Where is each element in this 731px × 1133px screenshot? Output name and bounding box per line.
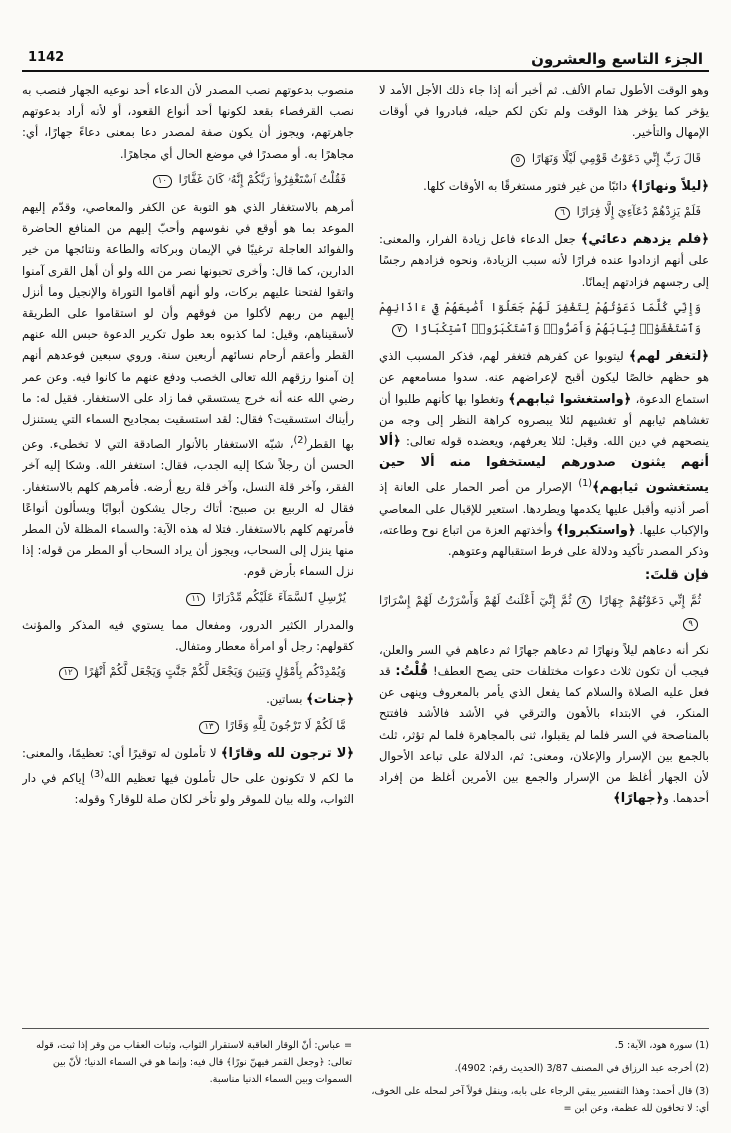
left-column (22, 80, 354, 1015)
paragraph (379, 229, 709, 293)
footnote-continuation: = عباس: أنّ الوقار العاقبة لاستقرار الثواب، وثبات العقاب من وقر إذا ثبت، قوله تعالى: ﴿وجعل القمر فيهنّ نورًا﴾ قال فيه: وإنما هو في السماء الدنيا؛ لأنّ بين السموات وبين السماء الدنيا مناسبة. (36, 1040, 352, 1085)
page-header (22, 44, 709, 72)
commentary-text: نكر أنه دعاهم ليلاً ونهارًا ثم دعاهم جهارًا ثم دعاهم في السر والعلن، فيجب أن تكون ثلاث دعوات مختلفات حتى يصح العطف! (379, 642, 709, 678)
quoted-phrase: ﴿فلم يزدهم دعائي﴾ (580, 232, 709, 248)
verse-number: ٨ (577, 596, 592, 609)
footnote-ref[interactable]: (2) (293, 435, 308, 447)
commentary-text: جعل الدعاء فاعل زيادة الفرار، والمعنى: على أنهم ازدادوا عنده فرارًا لأنه سبب الزيادة، ونحوه فزادهم رجسًا إلى رجسهم فزادتهم إيمانًا. (379, 232, 709, 289)
paragraph (379, 640, 709, 810)
commentary-text: قد فعل عليه الصلاة والسلام كما يفعل الذي يأمر بالمعروف وينهى عن المنكر، في الابتداء بالأهون والترقي في الأشد فالأشد فافتتح بالمناصحة في السر فلما لم يقبلوا، ثنى بالمجاهرة فلما لم تؤثر، ثلث بالجمع بين الإسرار والإعلان، ومعنى: ثم، الدلالة على تباعد الأحوال لأن الجهار أغلظ من الإسرار والجمع بين الأمرين أغلظ من إفراد أحدهما. و (379, 663, 709, 806)
quoted-phrase: ﴿جنات﴾ (306, 692, 354, 708)
answer-marker: قُلْتُ: (395, 663, 429, 679)
quoted-phrase: ﴿ليلاً ونهارًا﴾ (630, 178, 709, 194)
commentary-text: ليتوبوا عن كفرهم فتغفر لهم، فذكر المسبب الذي هو حظهم خالصًا ليكون أقبح لإعراضهم عنه. سدوا مسامعهم عن استماع الدعوة، (379, 349, 709, 406)
verse-number: ١١ (186, 593, 205, 606)
footnote: (3) قال أحمد: وهذا التفسير يبقي الرجاء على بابه، وينقل قولاً آخر لمحله على الخوف، أي: لا تخافون لله عظمة، وعن ابن = (371, 1086, 709, 1114)
verse-text: فَقُلْتُ ٱسْتَغْفِرُوا۟ رَبَّكُمْ إِنَّهُۥ كَانَ غَفَّارًا (178, 171, 346, 186)
paragraph (22, 743, 354, 810)
footnote-ref[interactable]: (1) (578, 478, 593, 490)
footnotes-left (22, 1037, 352, 1094)
paragraph (22, 689, 354, 710)
paragraph (379, 176, 709, 197)
commentary-text: إياكم في دار الثواب، ولله بيان للموقر ولو تأخر لكان صلة للوقار؟ وقوله: (22, 770, 354, 807)
verse-number: ٦ (555, 207, 570, 220)
question-heading: فإن قلتَ: (644, 567, 709, 584)
verse-text: يُرْسِلِ ٱلسَّمَآءَ عَلَيْكُم مِّدْرَارًا (212, 589, 346, 604)
footnote-ref[interactable]: (3) (90, 768, 104, 780)
quran-verse (379, 590, 709, 632)
commentary-text: دائبًا من غير فتور مستغرقًا به الأوقات كلها. (423, 178, 628, 193)
footnotes-right (359, 1037, 709, 1123)
quoted-phrase: ﴿واستغشوا ثيابهم﴾ (508, 391, 632, 407)
verse-text: وَيُمْدِدْكُم بِأَمْوَٰلٍ وَبَنِينَ وَيَجْعَل لَّكُمْ جَنَّٰتٍ وَيَجْعَل لَّكُمْ أَنْهَٰرًا (84, 664, 346, 679)
verse-text: قَالَ رَبِّ إِنِّي دَعَوْتُ قَوْمِي لَيْلًا وَنَهَارًا (531, 150, 701, 165)
commentary-text: الإصرار من أصر الحمار على العانة إذ أصر أذنيه وأقبل عليها يكدمها ويطردها. استعير للإقبال على المعاصي والإكباب عليها. (379, 480, 709, 537)
verse-number: ٧ (392, 324, 407, 337)
quran-verse (22, 715, 354, 736)
verse-number: ١٠ (153, 175, 172, 188)
commentary-text: ، شبّه الاستغفار بالأنوار الصادقة التي لا تخطىء. وعن الحسن أن رجلاً شكا إليه الجدب، فقال: استغفر الله. وشكا إليه آخر الفقر، وآخر قلة النسل، وآخر قلة ريع أرضه. فأمرهم كلهم بالاستغفار. فقال له الربيع بن صبيح: أتاك رجال يشكون أبوابًا ويسألون أنواعًا فأمرتهم كلهم بالاستغفار. فتلا له هذه الآية: والسماء المظلة لأن المطر منها ينزل إلى السحاب، ويجوز أن يراد السحاب أو المطر من قوله: إذا نزل السماء بأرض قوم. (22, 437, 354, 579)
running-title: الجزء التاسع والعشرون (531, 50, 703, 68)
commentary-text: وتغطوا بها كأنهم طلبوا أن تغشاهم ثيابهم أو تغشيهم لئلا يبصروه كراهة النظر إلى وجه من ينصحهم في دين الله. وقيل: لئلا يعرفهم، ويعضده قوله تعالى: (379, 391, 709, 449)
quran-verse (22, 587, 354, 608)
right-column (379, 80, 709, 1015)
verse-number: ١٢ (59, 667, 78, 680)
commentary-text: بساتين. (266, 692, 303, 707)
commentary-text: أمرهم بالاستغفار الذي هو التوبة عن الكفر والمعاصي، وقدّم إليهم الموعد بما هو أوقع في نفوسهم وأحبّ إليهم من المنافع الحاضرة والفوائد العاجلة ترغيبًا في الإيمان وبركاته والطاعة ونتائجها من خير الدارين، كما قال: وأخرى تحبونها نصر من الله ولو أن أهل القرى آمنوا واتقوا لفتحنا عليهم بركات، ولو أنهم أقاموا التوراة والإنجيل وما أنزل إليهم من ربهم لأكلوا من فوقهم وأن لو استقاموا على الطريقة لأسقيناهم، وقيل: لما كذبوه بعد طول تكرير الدعوة حبس الله عنهم القطر وأعقم أرحام نسائهم أربعين سنة. وروي سبعين فوعدهم أنهم إن آمنوا رزقهم الله تعالى الخصب ودفع عنهم ما كانوا فيه. وعن عمر رضي الله عنه أنه خرج يستسقي فما زاد على الاستغفار. فقيل له: ما رأيناك استسقيت؟ فقال: لقد استسقيت بمجاديح السماء التي يستنزل بها القطر (22, 200, 354, 452)
verse-number: ١٣ (199, 721, 218, 734)
quran-verse (22, 661, 354, 682)
verse-text: ثُمَّ إِنِّيٓ أَعْلَنتُ لَهُمْ وَأَسْرَرْتُ لَهُمْ إِسْرَارًا (379, 593, 572, 608)
footnote: (2) أخرجه عبد الرزاق في المصنف 3/87 (الحديث رقم: 4902). (454, 1063, 709, 1074)
commentary-text: وأخذتهم العزة من اتباع نوح وطاعته، وذكر المصدر تأكيد ودلالة على فرط استقبالهم وعتوهم. (379, 522, 709, 558)
commentary-text: لا تأملون له توقيرًا أي: تعظيمًا، والمعنى: ما لكم لا تكونون على حال تأملون فيها تعظيم الله (22, 745, 354, 785)
quran-verse (22, 169, 354, 190)
paragraph (379, 346, 709, 562)
footnote: (1) سورة هود، الآية: 5. (614, 1040, 709, 1051)
header-rule (22, 70, 709, 72)
footnote-separator (22, 1028, 709, 1029)
verse-number: ٥ (511, 154, 526, 167)
quoted-phrase: ﴿ألا أنهم يثنون صدورهم ليستخفوا منه ألا حين يستغشون ثيابهم﴾ (379, 434, 709, 496)
quoted-phrase: ﴿جهارًا﴾ (613, 791, 664, 807)
quran-verse (379, 297, 709, 339)
verse-text: فَلَمْ يَزِدْهُمْ دُعَآءِيَ إِلَّا فِرَارًا (576, 204, 701, 219)
quoted-phrase: ﴿لا ترجون لله وقارًا﴾ (220, 745, 354, 761)
quran-verse (379, 148, 709, 169)
verse-number: ٩ (683, 618, 698, 631)
page-number: 1142 (28, 50, 65, 65)
quran-verse (379, 201, 709, 222)
paragraph: وهو الوقت الأطول تمام الألف. ثم أخبر أنه إذا جاء ذلك الأجل الأمد لا يؤخر كما يؤخر هذا الوقت ولم تكن لكم حيله، فبادروا في أوقات الإمهال والتأخير. (379, 83, 709, 140)
paragraph (22, 197, 354, 583)
paragraph: والمدرار الكثير الدرور، ومفعال مما يستوي فيه المذكر والمؤنث كقولهم: رجل أو امرأة معطار ومتفال. (22, 617, 354, 653)
quoted-phrase: ﴿واستكبروا﴾ (556, 522, 636, 538)
verse-text: وَإِنِّي كُلَّمَا دَعَوْتُهُمْ لِتَغْفِرَ لَهُمْ جَعَلُوٓا أَصَٰبِعَهُمْ فِيٓ ءَاذَانِهِمْ وَٱسْتَغْشَوْا۟ ثِيَابَهُمْ وَأَصَرُّوا۟ وَٱسْتَكْبَرُوا۟ ٱسْتِكْبَارًا (379, 299, 701, 336)
verse-text: مَّا لَكُمْ لَا تَرْجُونَ لِلَّهِ وَقَارًا (225, 717, 346, 732)
verse-text: ثُمَّ إِنِّي دَعَوْتُهُمْ جِهَارًا (599, 593, 702, 608)
quoted-phrase: ﴿لتغفر لهم﴾ (629, 349, 709, 365)
paragraph: منصوب بدعوتهم نصب المصدر لأن الدعاء أحد نوعيه الجهار فنصب به نصب القرفصاء بقعد لكونها أحد أنواع القعود، أو لأنه أراد بدعوتهم جاهرتهم، ويجوز أن يكون صفة لمصدر دعا بمعنى دعاءً جهارًا، أي: مجاهرًا به. أو مصدرًا في موضع الحال أي مجاهرًا. (22, 83, 354, 161)
